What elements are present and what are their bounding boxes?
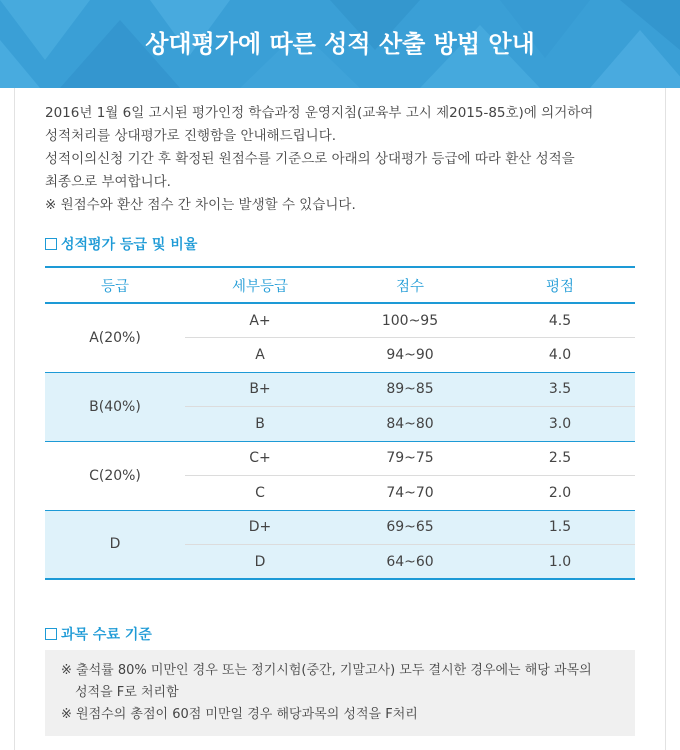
completion-section-title: [45, 624, 152, 644]
score-cell: 89~85: [335, 372, 485, 407]
subgrade-cell: C: [185, 476, 335, 511]
header-grade: 등급: [45, 267, 185, 303]
point-cell: 3.0: [485, 407, 635, 442]
completion-note: 성적을 F로 처리함: [75, 685, 179, 700]
intro-line: 최종으로 부여합니다.: [45, 174, 171, 190]
header-point: 평점: [485, 267, 635, 303]
completion-note-box: [45, 650, 635, 736]
table-row: [45, 372, 635, 407]
subgrade-cell: C+: [185, 441, 335, 476]
table-row: [45, 441, 635, 476]
subgrade-cell: A: [185, 338, 335, 373]
grade-cell: D: [45, 510, 185, 579]
completion-section-title-text: 과목 수료 기준: [61, 627, 152, 643]
completion-note: ※ 원점수의 총점이 60점 미만일 경우 해당과목의 성적을 F처리: [61, 707, 418, 722]
intro-line: 성적이의신청 기간 후 확정된 원점수를 기준으로 아래의 상대평가 등급에 따라 환산 성적을: [45, 151, 575, 167]
point-cell: 3.5: [485, 372, 635, 407]
table-row: [45, 510, 635, 545]
point-cell: 4.5: [485, 303, 635, 338]
subgrade-cell: A+: [185, 303, 335, 338]
point-cell: 2.5: [485, 441, 635, 476]
score-cell: 84~80: [335, 407, 485, 442]
completion-note: ※ 출석률 80% 미만인 경우 또는 정기시험(중간, 기말고사) 모두 결시한 경우에는 해당 과목의: [61, 663, 592, 678]
point-cell: 1.0: [485, 545, 635, 580]
header-subgrade: 세부등급: [185, 267, 335, 303]
score-cell: 69~65: [335, 510, 485, 545]
score-cell: 64~60: [335, 545, 485, 580]
intro-note: ※ 원점수와 환산 점수 간 차이는 발생할 수 있습니다.: [45, 197, 356, 213]
content-area: [14, 88, 666, 750]
grade-cell: A(20%): [45, 303, 185, 372]
point-cell: 2.0: [485, 476, 635, 511]
intro-line: 2016년 1월 6일 고시된 평가인정 학습과정 운영지침(교육부 고시 제2015-85호)에 의거하여: [45, 105, 594, 121]
score-cell: 74~70: [335, 476, 485, 511]
page-title: 상대평가에 따른 성적 산출 방법 안내: [145, 30, 535, 58]
score-cell: 100~95: [335, 303, 485, 338]
table-row: [45, 303, 635, 338]
checkbox-square-icon: [45, 238, 57, 250]
subgrade-cell: B: [185, 407, 335, 442]
grade-section-title: [45, 234, 197, 254]
header-score: 점수: [335, 267, 485, 303]
grade-section-title-text: 성적평가 등급 및 비율: [61, 237, 198, 253]
grade-cell: B(40%): [45, 372, 185, 441]
header-banner: [0, 0, 680, 88]
subgrade-cell: D+: [185, 510, 335, 545]
score-cell: 79~75: [335, 441, 485, 476]
score-cell: 94~90: [335, 338, 485, 373]
grade-cell: C(20%): [45, 441, 185, 510]
checkbox-square-icon: [45, 628, 57, 640]
intro-text: [45, 102, 645, 217]
subgrade-cell: B+: [185, 372, 335, 407]
subgrade-cell: D: [185, 545, 335, 580]
point-cell: 4.0: [485, 338, 635, 373]
grade-table: [45, 266, 635, 580]
table-header-row: [45, 267, 635, 303]
point-cell: 1.5: [485, 510, 635, 545]
intro-line: 성적처리를 상대평가로 진행함을 안내해드립니다.: [45, 128, 337, 144]
